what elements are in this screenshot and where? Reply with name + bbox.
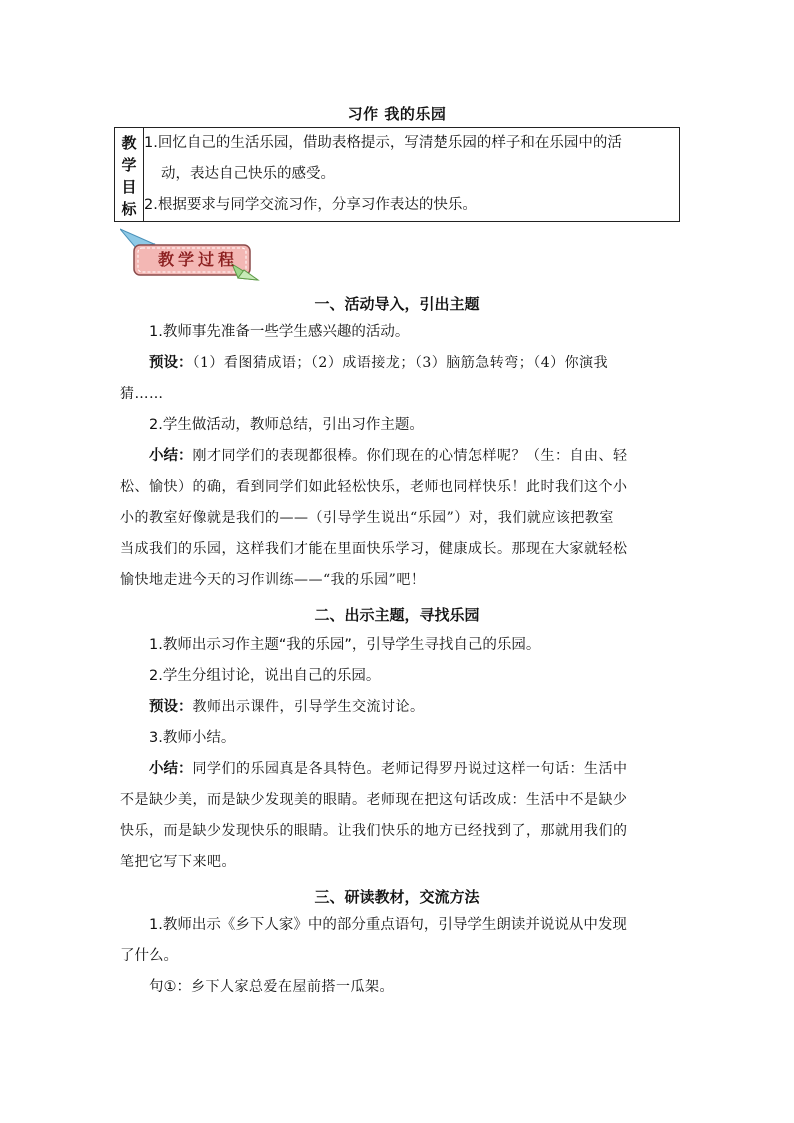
summary-label: 小结： xyxy=(149,448,193,464)
section-heading: 三、研读教材，交流方法 xyxy=(314,888,480,906)
goals-header-cell xyxy=(115,128,144,222)
preset-text: （1）看图猜成语；（2）成语接龙；（3）脑筋急转弯；（4）你演我 xyxy=(192,355,609,371)
paragraph: 1.教师事先准备一些学生感兴趣的活动。 xyxy=(149,324,410,340)
goal-item-2: 2.根据要求与同学交流习作，分享习作表达的快乐。 xyxy=(144,197,477,213)
section3-body xyxy=(120,910,676,1003)
preset-text-cont: 猜…… xyxy=(120,386,164,402)
teaching-goals-table xyxy=(114,127,680,222)
paragraph: 1.教师出示习作主题“我的乐园”，引导学生寻找自己的乐园。 xyxy=(149,637,541,653)
paragraph: 2.学生做活动，教师总结，引出习作主题。 xyxy=(149,417,424,433)
summary-line xyxy=(120,754,676,785)
paragraph: 1.教师出示《乡下人家》中的部分重点语句，引导学生朗读并说说从中发现 xyxy=(149,917,627,933)
sentence-label: 句①： xyxy=(149,979,191,995)
paragraph: 3.教师小结。 xyxy=(149,730,236,746)
goals-body-cell xyxy=(144,128,680,222)
banner-label: 教学过程 xyxy=(157,250,238,269)
preset-label: 预设： xyxy=(149,699,193,715)
teaching-process-banner xyxy=(120,226,260,282)
summary-text: 愉快地走进今天的习作训练——“我的乐园”吧！ xyxy=(120,572,426,588)
page-title: 习作 我的乐园 xyxy=(347,105,447,123)
summary-text: 当成我们的乐园，这样我们才能在里面快乐学习，健康成长。那现在大家就轻松 xyxy=(120,541,628,557)
goal-item-1-cont: 动，表达自己快乐的感受。 xyxy=(161,166,335,182)
section-heading: 二、出示主题，寻找乐园 xyxy=(314,606,480,624)
summary-text: 不是缺少美，而是缺少发现美的眼睛。老师现在把这句话改成：生活中不是缺少 xyxy=(120,792,628,808)
summary-text: 同学们的乐园真是各具特色。老师记得罗丹说过这样一句话：生活中 xyxy=(192,761,628,777)
preset-text: 教师出示课件，引导学生交流讨论。 xyxy=(192,699,425,715)
goals-header-char: 学 xyxy=(121,156,137,174)
paragraph: 2.学生分组讨论，说出自己的乐园。 xyxy=(149,668,381,684)
example-sentence xyxy=(120,972,676,1003)
paragraph-cont: 了什么。 xyxy=(120,948,178,964)
summary-text: 快乐，而是缺少发现快乐的眼睛。让我们快乐的地方已经找到了，那就用我们的 xyxy=(120,823,628,839)
section2-body xyxy=(120,630,676,878)
section-heading: 一、活动导入，引出主题 xyxy=(314,295,480,313)
preset-line xyxy=(120,348,676,379)
preset-label: 预设： xyxy=(149,355,193,371)
goals-header-char: 教 xyxy=(121,134,137,152)
section1-body xyxy=(120,317,676,596)
sentence-text: 乡下人家总爱在屋前搭一瓜架。 xyxy=(191,979,394,995)
goals-header-char: 目 xyxy=(121,178,137,196)
preset-line xyxy=(120,692,676,723)
summary-text: 松、愉快）的确，看到同学们如此轻松快乐，老师也同样快乐！此时我们这个小 xyxy=(120,479,628,495)
summary-text: 刚才同学们的表现都很棒。你们现在的心情怎样呢？（生：自由、轻 xyxy=(192,448,628,464)
summary-label: 小结： xyxy=(149,761,193,777)
goal-item-1: 1.回忆自己的生活乐园，借助表格提示，写清楚乐园的样子和在乐园中的活 xyxy=(144,135,622,151)
summary-text: 小的教室好像就是我们的——（引导学生说出“乐园”）对，我们就应该把教室 xyxy=(120,510,614,526)
goals-header-char: 标 xyxy=(121,200,137,218)
summary-line xyxy=(120,441,676,472)
summary-text: 笔把它写下来吧。 xyxy=(120,854,236,870)
